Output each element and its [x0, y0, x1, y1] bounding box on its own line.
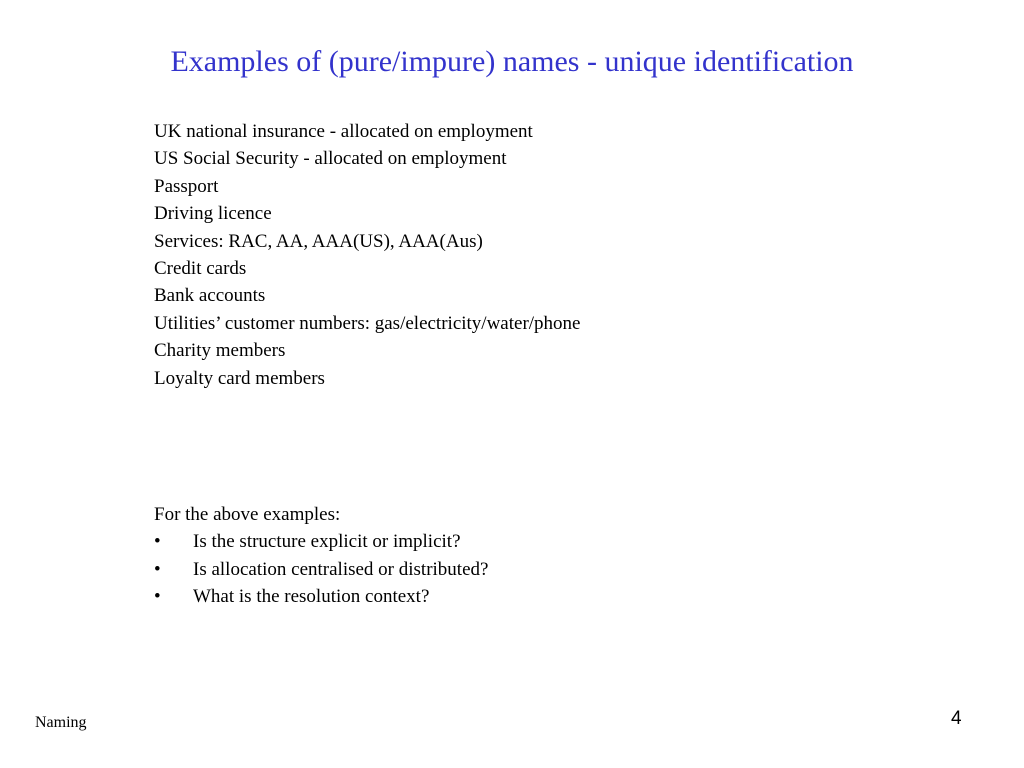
- questions-list: [154, 528, 488, 610]
- list-item: Driving licence: [154, 203, 272, 225]
- list-item: Utilities’ customer numbers: gas/electricity/water/phone: [154, 312, 581, 334]
- bullet-icon: •: [154, 558, 161, 580]
- question-item: [154, 583, 488, 610]
- question-item: [154, 528, 488, 555]
- list-item: UK national insurance - allocated on employment: [154, 121, 533, 142]
- list-item: Credit cards: [154, 258, 247, 280]
- page-number: 4: [951, 708, 962, 729]
- list-item: Loyalty card members: [154, 367, 325, 389]
- question-item: [154, 556, 488, 583]
- list-item: Charity members: [154, 340, 286, 362]
- list-item: Services: RAC, AA, AAA(US), AAA(Aus): [154, 230, 483, 252]
- questions-block: [154, 501, 488, 611]
- questions-intro: For the above examples:: [154, 504, 341, 525]
- examples-list: [154, 118, 581, 392]
- question-text: Is allocation centralised or distributed?: [193, 558, 489, 580]
- question-text: Is the structure explicit or implicit?: [193, 531, 461, 553]
- bullet-icon: •: [154, 586, 161, 608]
- slide-title: Examples of (pure/impure) names - unique identification: [170, 45, 854, 78]
- list-item: US Social Security - allocated on employment: [154, 148, 507, 170]
- question-text: What is the resolution context?: [193, 586, 430, 608]
- list-item: Passport: [154, 175, 219, 197]
- footer-label: Naming: [35, 714, 87, 731]
- bullet-icon: •: [154, 531, 161, 553]
- list-item: Bank accounts: [154, 285, 266, 307]
